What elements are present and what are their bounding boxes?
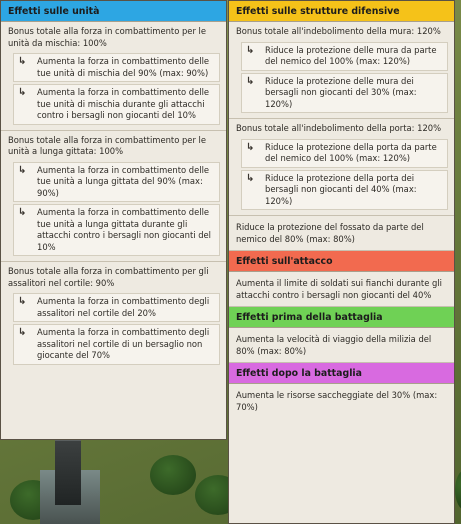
melee-effect-item — [13, 84, 220, 125]
courtyard-effect-item — [13, 324, 220, 365]
melee-effect-item — [13, 53, 220, 82]
before-battle-effect: Aumenta la velocità di viaggio della milizia del 80% (max: 80%) — [229, 328, 454, 363]
gate-section — [229, 119, 454, 216]
effect-text: Aumenta la forza in combattimento degli assalitori nel cortile di un bersaglio non giocante del 70% — [37, 327, 210, 361]
after-battle-effect: Aumenta le risorse saccheggiate del 30% (max: 70%) — [236, 390, 438, 412]
defense-effects-panel — [228, 0, 455, 524]
sub-arrow-icon: ↳ — [246, 172, 255, 184]
ranged-effect-item — [13, 204, 220, 256]
wall-effect-item — [241, 42, 448, 71]
effect-text: Aumenta la forza in combattimento delle tue unità a lunga gittata durante gli attacchi contro i bersagli non giocanti del 10% — [37, 207, 212, 252]
wall-section — [229, 22, 454, 119]
sub-arrow-icon: ↳ — [246, 44, 255, 56]
attack-effects-header: Effetti sull'attacco — [229, 251, 454, 272]
sub-arrow-icon: ↳ — [18, 327, 27, 339]
tree-icon — [150, 455, 196, 495]
effect-text: Riduce la protezione delle mura dei bersagli non giocanti del 30% (max: 120%) — [265, 75, 417, 109]
courtyard-total: Bonus totale alla forza in combattimento per gli assalitori nel cortile: 90% — [8, 266, 209, 288]
ranged-effect-item — [13, 162, 220, 203]
ranged-total: Bonus totale alla forza in combattimento per le unità a lunga gittata: 100% — [8, 134, 207, 157]
wall-effect-item — [241, 73, 448, 114]
gate-total: Bonus totale all'indebolimento della porta: 120% — [236, 123, 442, 134]
gate-effect-item — [241, 139, 448, 168]
wall-total: Bonus totale all'indebolimento della mura: 120% — [236, 26, 441, 36]
effect-text: Riduce la protezione delle mura da parte del nemico del 100% (max: 120%) — [265, 44, 437, 67]
ranged-section — [1, 131, 226, 263]
effect-text: Riduce la protezione della porta da parte del nemico del 100% (max: 120%) — [265, 141, 437, 164]
before-battle-header: Effetti prima della battaglia — [229, 307, 454, 328]
unit-effects-header: Effetti sulle unità — [1, 1, 226, 22]
effect-text: Riduce la protezione della porta dei bersagli non giocanti del 40% (max: 120%) — [265, 172, 417, 206]
effect-text: Aumenta la forza in combattimento degli assalitori nel cortile del 20% — [37, 296, 210, 318]
melee-section — [1, 22, 226, 131]
effect-text: Aumenta la forza in combattimento delle tue unità di mischia del 90% (max: 90%) — [37, 56, 210, 78]
melee-total: Bonus totale alla forza in combattimento per le unità da mischia: 100% — [8, 26, 207, 48]
after-battle-header: Effetti dopo la battaglia — [229, 363, 454, 384]
courtyard-section — [1, 262, 226, 370]
effect-text: Aumenta la forza in combattimento delle tue unità a lunga gittata del 90% (max: 90%) — [37, 164, 210, 198]
sub-arrow-icon: ↳ — [18, 296, 27, 308]
sub-arrow-icon: ↳ — [246, 75, 255, 87]
sub-arrow-icon: ↳ — [18, 56, 27, 68]
sub-arrow-icon: ↳ — [18, 207, 27, 219]
attack-effect: Aumenta il limite di soldati sui fianchi durante gli attacchi contro i bersagli non giocanti del 40% — [229, 272, 454, 307]
castle-tower[interactable] — [55, 435, 81, 505]
effect-text: Aumenta la forza in combattimento delle tue unità di mischia durante gli attacchi contro i bersagli non giocanti del 10% — [37, 87, 210, 121]
unit-effects-panel — [0, 0, 227, 440]
courtyard-effect-item — [13, 293, 220, 322]
sub-arrow-icon: ↳ — [246, 141, 255, 153]
gate-effect-item — [241, 170, 448, 211]
defense-effects-header: Effetti sulle strutture difensive — [229, 1, 454, 22]
sub-arrow-icon: ↳ — [18, 87, 27, 99]
sub-arrow-icon: ↳ — [18, 164, 27, 176]
moat-effect: Riduce la protezione del fossato da parte del nemico del 80% (max: 80%) — [229, 216, 454, 251]
